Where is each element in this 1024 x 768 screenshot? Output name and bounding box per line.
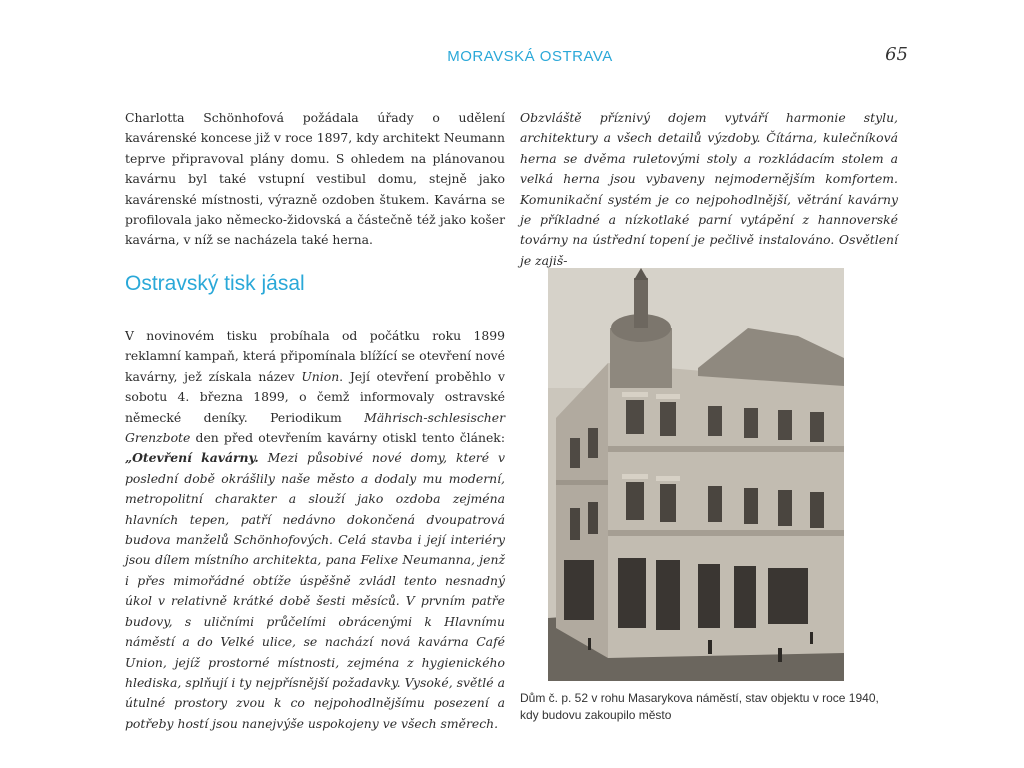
cafe-name: Union [301, 368, 340, 384]
article-title: „Otevření kavárny. [125, 450, 259, 466]
intro-paragraph: Charlotta Schönhofová požádala úřady o udělení kavárenské koncese již v roce 1897, kdy architekt Neumann teprve připravoval plány domu. S ohledem na plánovanou kavárnu byl také vstupní vestibul domu, stejně jako kavárenské místnosti, výrazně ozdoben štukem. Kavárna se profilovala jako německo-židovská a částečně též jako košer kavárna, v níž se nacházela také herna. [125, 110, 505, 248]
section-paragraph [125, 326, 505, 734]
building-illustration [548, 268, 844, 681]
page-number: 65 [885, 44, 908, 65]
photo-caption: Dům č. p. 52 v rohu Masarykova náměstí, stav objektu v roce 1940, kdy budovu zakoupilo město [520, 691, 879, 722]
section-heading: Ostravský tisk jásal [125, 272, 305, 295]
running-title: MORAVSKÁ OSTRAVA [447, 48, 613, 65]
p1-text-c: den před otevřením kavárny otiskl tento článek: [190, 430, 505, 446]
p1-text-a: V novinovém tisku probíhala od počátku roku 1899 reklamní kampaň, která připomínala blížící se otevření nové kavárny, jež získala název [125, 328, 505, 384]
periodical-name: Mährisch-schlesischer Grenzbote [125, 409, 505, 446]
quote-continuation-paragraph: Obzvláště příznivý dojem vytváří harmonie stylu, architektury a všech detailů výzdoby. Čítárna, kulečníková herna se dvěma ruletovými stoly a rozkládacím stolem a velká herna jsou vybaveny nejmodernějším komfortem. Komunikační systém je co nejpohodlnější, větrání kavárny je příkladné a nízkotlaké parní vytápění z hannoverské továrny na ústřední topení je pečlivě instalováno. Osvětlení je zajiš- [520, 110, 898, 268]
left-column-top [125, 108, 505, 251]
right-column-top [520, 108, 898, 271]
left-column-body [125, 326, 505, 734]
p1-text-b: . Její otevření proběhlo v sobotu 4. března 1899, o čemž informovaly ostravské německé deníky. Periodikum [125, 368, 505, 425]
building-photo [548, 268, 844, 681]
article-quote: Mezi působivé nové domy, které v poslední době okrášlily naše město a dodaly mu moderní, metropolitní charakter a slouží jako ozdoba zejména hlavních tepen, patří nedávno dokončená dvoupatrová budova manželů Schönhofových. Celá stavba i její interiéry jsou dílem místního architekta, pana Felixe Neumanna, jenž i přes mimořádné obtíže úspěšně zvládl tento nesnadný úkol v relativně krátké době šesti měsíců. V prvním patře budovy, s uličními průčelími obrácenými k Hlavnímu náměstí a do Velké ulice, se nachází nová kavárna Café Union, jejíž prostorné místnosti, zejména z hygienického hlediska, splňují i ty nejpřísnější požadavky. Vysoké, světlé a útulné prostory zvou k co nejpohodlnějšímu posezení a potřeby hostí jsou nanejvýše uspokojeny ve všech směrech. [125, 450, 505, 731]
